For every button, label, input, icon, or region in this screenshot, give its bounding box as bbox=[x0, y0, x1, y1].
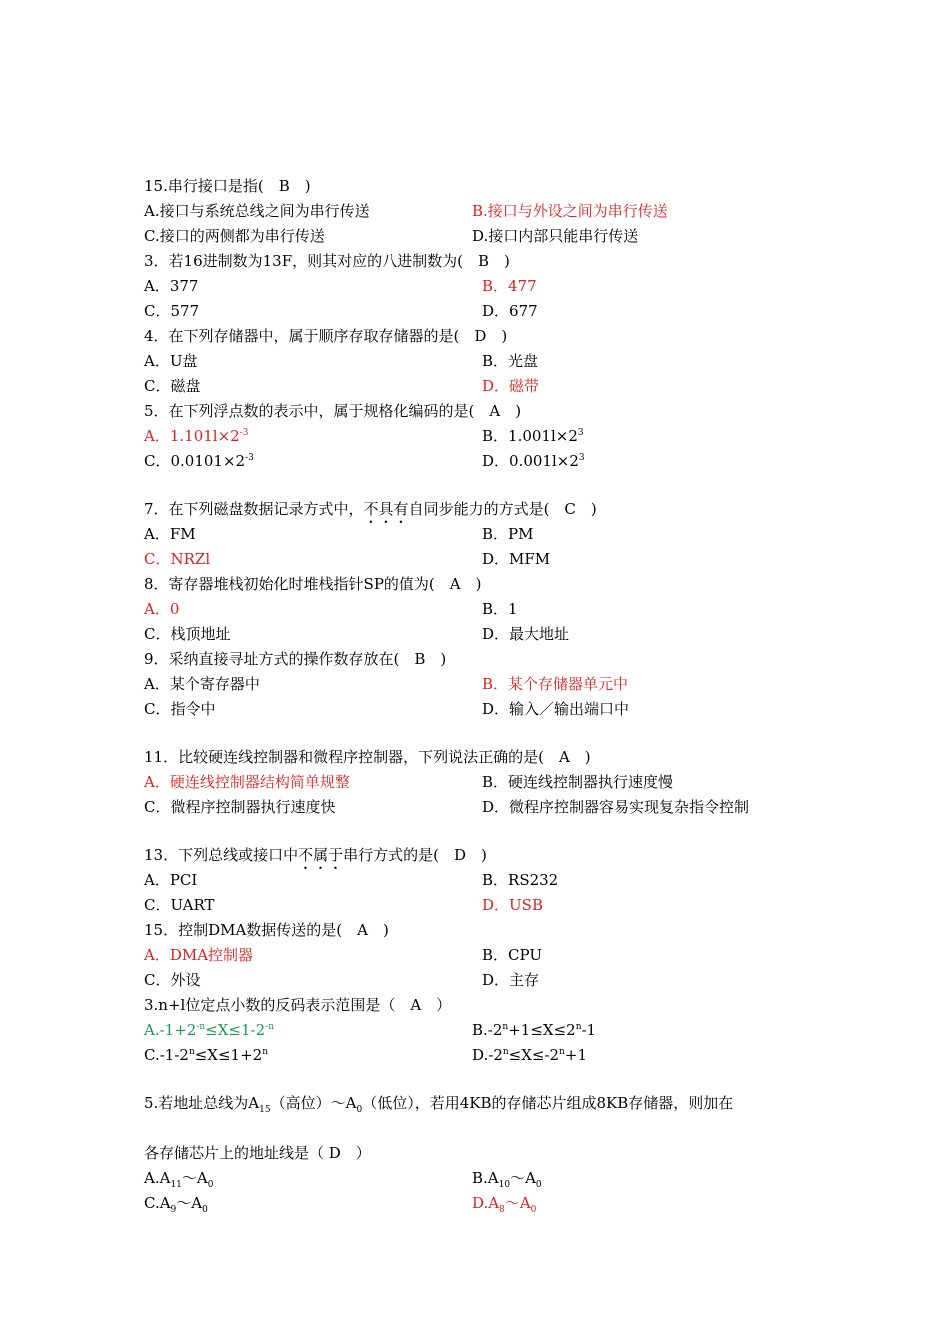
option-d: D．输入／输出端口中 bbox=[482, 700, 630, 718]
question-stem: 3．若16进制数为13F，则其对应的八进制数为( B ) bbox=[144, 252, 510, 270]
option-d: D．主存 bbox=[482, 971, 540, 989]
option-b: B．RS232 bbox=[482, 871, 559, 889]
option-b-correct: B．477 bbox=[482, 277, 537, 295]
option-row bbox=[144, 968, 824, 993]
option-row bbox=[144, 672, 824, 697]
option-b: B．光盘 bbox=[482, 352, 539, 370]
option-d: D．$0.001l\times 2^3$ bbox=[482, 452, 585, 470]
option-a: A．U盘 bbox=[144, 352, 198, 370]
option-row bbox=[144, 697, 824, 722]
question-stem: 7．在下列磁盘数据记录方式中，不具有自同步能力的方式是( C ) bbox=[144, 500, 597, 518]
option-c: C．磁盘 bbox=[144, 377, 201, 395]
option-b: B．1 bbox=[482, 600, 518, 618]
option-row bbox=[144, 224, 824, 249]
question-stem: 11．比较硬连线控制器和微程序控制器，下列说法正确的是( A ) bbox=[144, 748, 591, 766]
spacer bbox=[144, 1068, 824, 1091]
option-a: A．某个寄存器中 bbox=[144, 675, 260, 693]
option-c: C．栈顶地址 bbox=[144, 625, 231, 643]
option-row bbox=[144, 893, 824, 918]
option-row bbox=[144, 795, 824, 820]
question-stem: 4．在下列存储器中，属于顺序存取存储器的是( D ) bbox=[144, 327, 508, 345]
option-a: A．FM bbox=[144, 525, 196, 543]
option-row bbox=[144, 522, 824, 547]
option-d: D.接口内部只能串行传送 bbox=[472, 227, 639, 245]
option-a-correct: $A.-1+2^{-n}\le X\le 1-2^{-n}$ bbox=[144, 1021, 274, 1039]
question-stem: 8．寄存器堆栈初始化时堆栈指针SP的值为( A ) bbox=[144, 575, 482, 593]
option-d: D．677 bbox=[482, 302, 538, 320]
question-stem: 9．采纳直接寻址方式的操作数存放在( B ) bbox=[144, 650, 447, 668]
option-row bbox=[144, 274, 824, 299]
option-row bbox=[144, 424, 824, 449]
option-c: C．微程序控制器执行速度快 bbox=[144, 798, 336, 816]
option-c: C．$0.0101\times 2^{-3}$ bbox=[144, 452, 254, 470]
option-a-correct: A．0 bbox=[144, 600, 180, 618]
option-b-correct: B.接口与外设之间为串行传送 bbox=[472, 202, 668, 220]
option-d: $D.-2^n\le X\le-2^n+1$ bbox=[472, 1046, 588, 1064]
option-c: C．UART bbox=[144, 896, 215, 914]
option-row bbox=[144, 622, 824, 647]
option-d: D．最大地址 bbox=[482, 625, 570, 643]
option-row bbox=[144, 943, 824, 968]
option-row bbox=[144, 547, 824, 572]
option-d: D．MFM bbox=[482, 550, 551, 568]
option-row bbox=[144, 1043, 824, 1068]
spacer bbox=[144, 722, 824, 745]
question-stem: 13．下列总线或接口中不属于串行方式的是( D ) bbox=[144, 846, 487, 864]
question-stem-continued: 各存储芯片上的地址线是（ D ） bbox=[144, 1144, 371, 1162]
option-d: D．微程序控制器容易实现复杂指令控制 bbox=[482, 798, 750, 816]
option-c: C．外设 bbox=[144, 971, 201, 989]
option-row bbox=[144, 299, 824, 324]
option-c: C．577 bbox=[144, 302, 200, 320]
option-b: B．PM bbox=[482, 525, 534, 543]
question-stem: 15．控制DMA数据传送的是( A ) bbox=[144, 921, 389, 939]
option-d-correct: D．磁带 bbox=[482, 377, 540, 395]
option-row bbox=[144, 374, 824, 399]
option-row bbox=[144, 1166, 824, 1191]
option-d-correct: D．USB bbox=[482, 896, 543, 914]
spacer bbox=[144, 820, 824, 843]
option-a-correct: A．$1.101l\times 2^{-3}$ bbox=[144, 427, 249, 445]
emphasized-text: 不具有 bbox=[363, 500, 409, 518]
question-stem: 15.串行接口是指( B ) bbox=[144, 177, 311, 195]
question-stem: 3.n+l位定点小数的反码表示范围是（ A ） bbox=[144, 996, 452, 1014]
option-b-correct: B．某个存储器单元中 bbox=[482, 675, 629, 693]
option-b: B．CPU bbox=[482, 946, 542, 964]
option-row bbox=[144, 449, 824, 474]
option-b: B．硬连线控制器执行速度慢 bbox=[482, 773, 674, 791]
option-c: C．指令中 bbox=[144, 700, 216, 718]
option-row bbox=[144, 1018, 824, 1043]
option-c-correct: C．NRZl bbox=[144, 550, 211, 568]
option-d-correct: $D.A_8\sim A_0$ bbox=[472, 1194, 537, 1215]
question-stem: 5．在下列浮点数的表示中，属于规格化编码的是( A ) bbox=[144, 402, 522, 420]
option-a: A．377 bbox=[144, 277, 199, 295]
option-row bbox=[144, 349, 824, 374]
question-stem: 5.若地址总线为$A_{15}$（高位）$\sim A_0$（低位），若用4KB的存储芯片组成8KB存储器，则加在 bbox=[144, 1094, 734, 1115]
option-c: $C.-1-2^n\le X\le 1+2^n$ bbox=[144, 1046, 269, 1064]
option-b: B．$1.001l\times 2^3$ bbox=[482, 427, 584, 445]
option-row bbox=[144, 1191, 824, 1216]
option-b: $B.-2^n+1\le X\le 2^n-1$ bbox=[472, 1021, 597, 1039]
option-a: A．PCI bbox=[144, 871, 198, 889]
option-c: $C.A_9\sim A_0$ bbox=[144, 1194, 208, 1215]
option-a: A.接口与系统总线之间为串行传送 bbox=[144, 202, 370, 220]
spacer bbox=[144, 474, 824, 497]
option-row bbox=[144, 770, 824, 795]
option-a-correct: A．硬连线控制器结构简单规整 bbox=[144, 773, 350, 791]
exam-page bbox=[144, 174, 824, 1216]
option-b: $B.A_{10}\sim A_0$ bbox=[472, 1169, 542, 1190]
option-c: C.接口的两侧都为串行传送 bbox=[144, 227, 325, 245]
option-a: $A.A_{11}\sim A_0$ bbox=[144, 1169, 214, 1190]
option-row bbox=[144, 199, 824, 224]
emphasized-text: 不属于 bbox=[298, 846, 344, 864]
option-row bbox=[144, 868, 824, 893]
option-row bbox=[144, 597, 824, 622]
option-a-correct: A．DMA控制器 bbox=[144, 946, 254, 964]
